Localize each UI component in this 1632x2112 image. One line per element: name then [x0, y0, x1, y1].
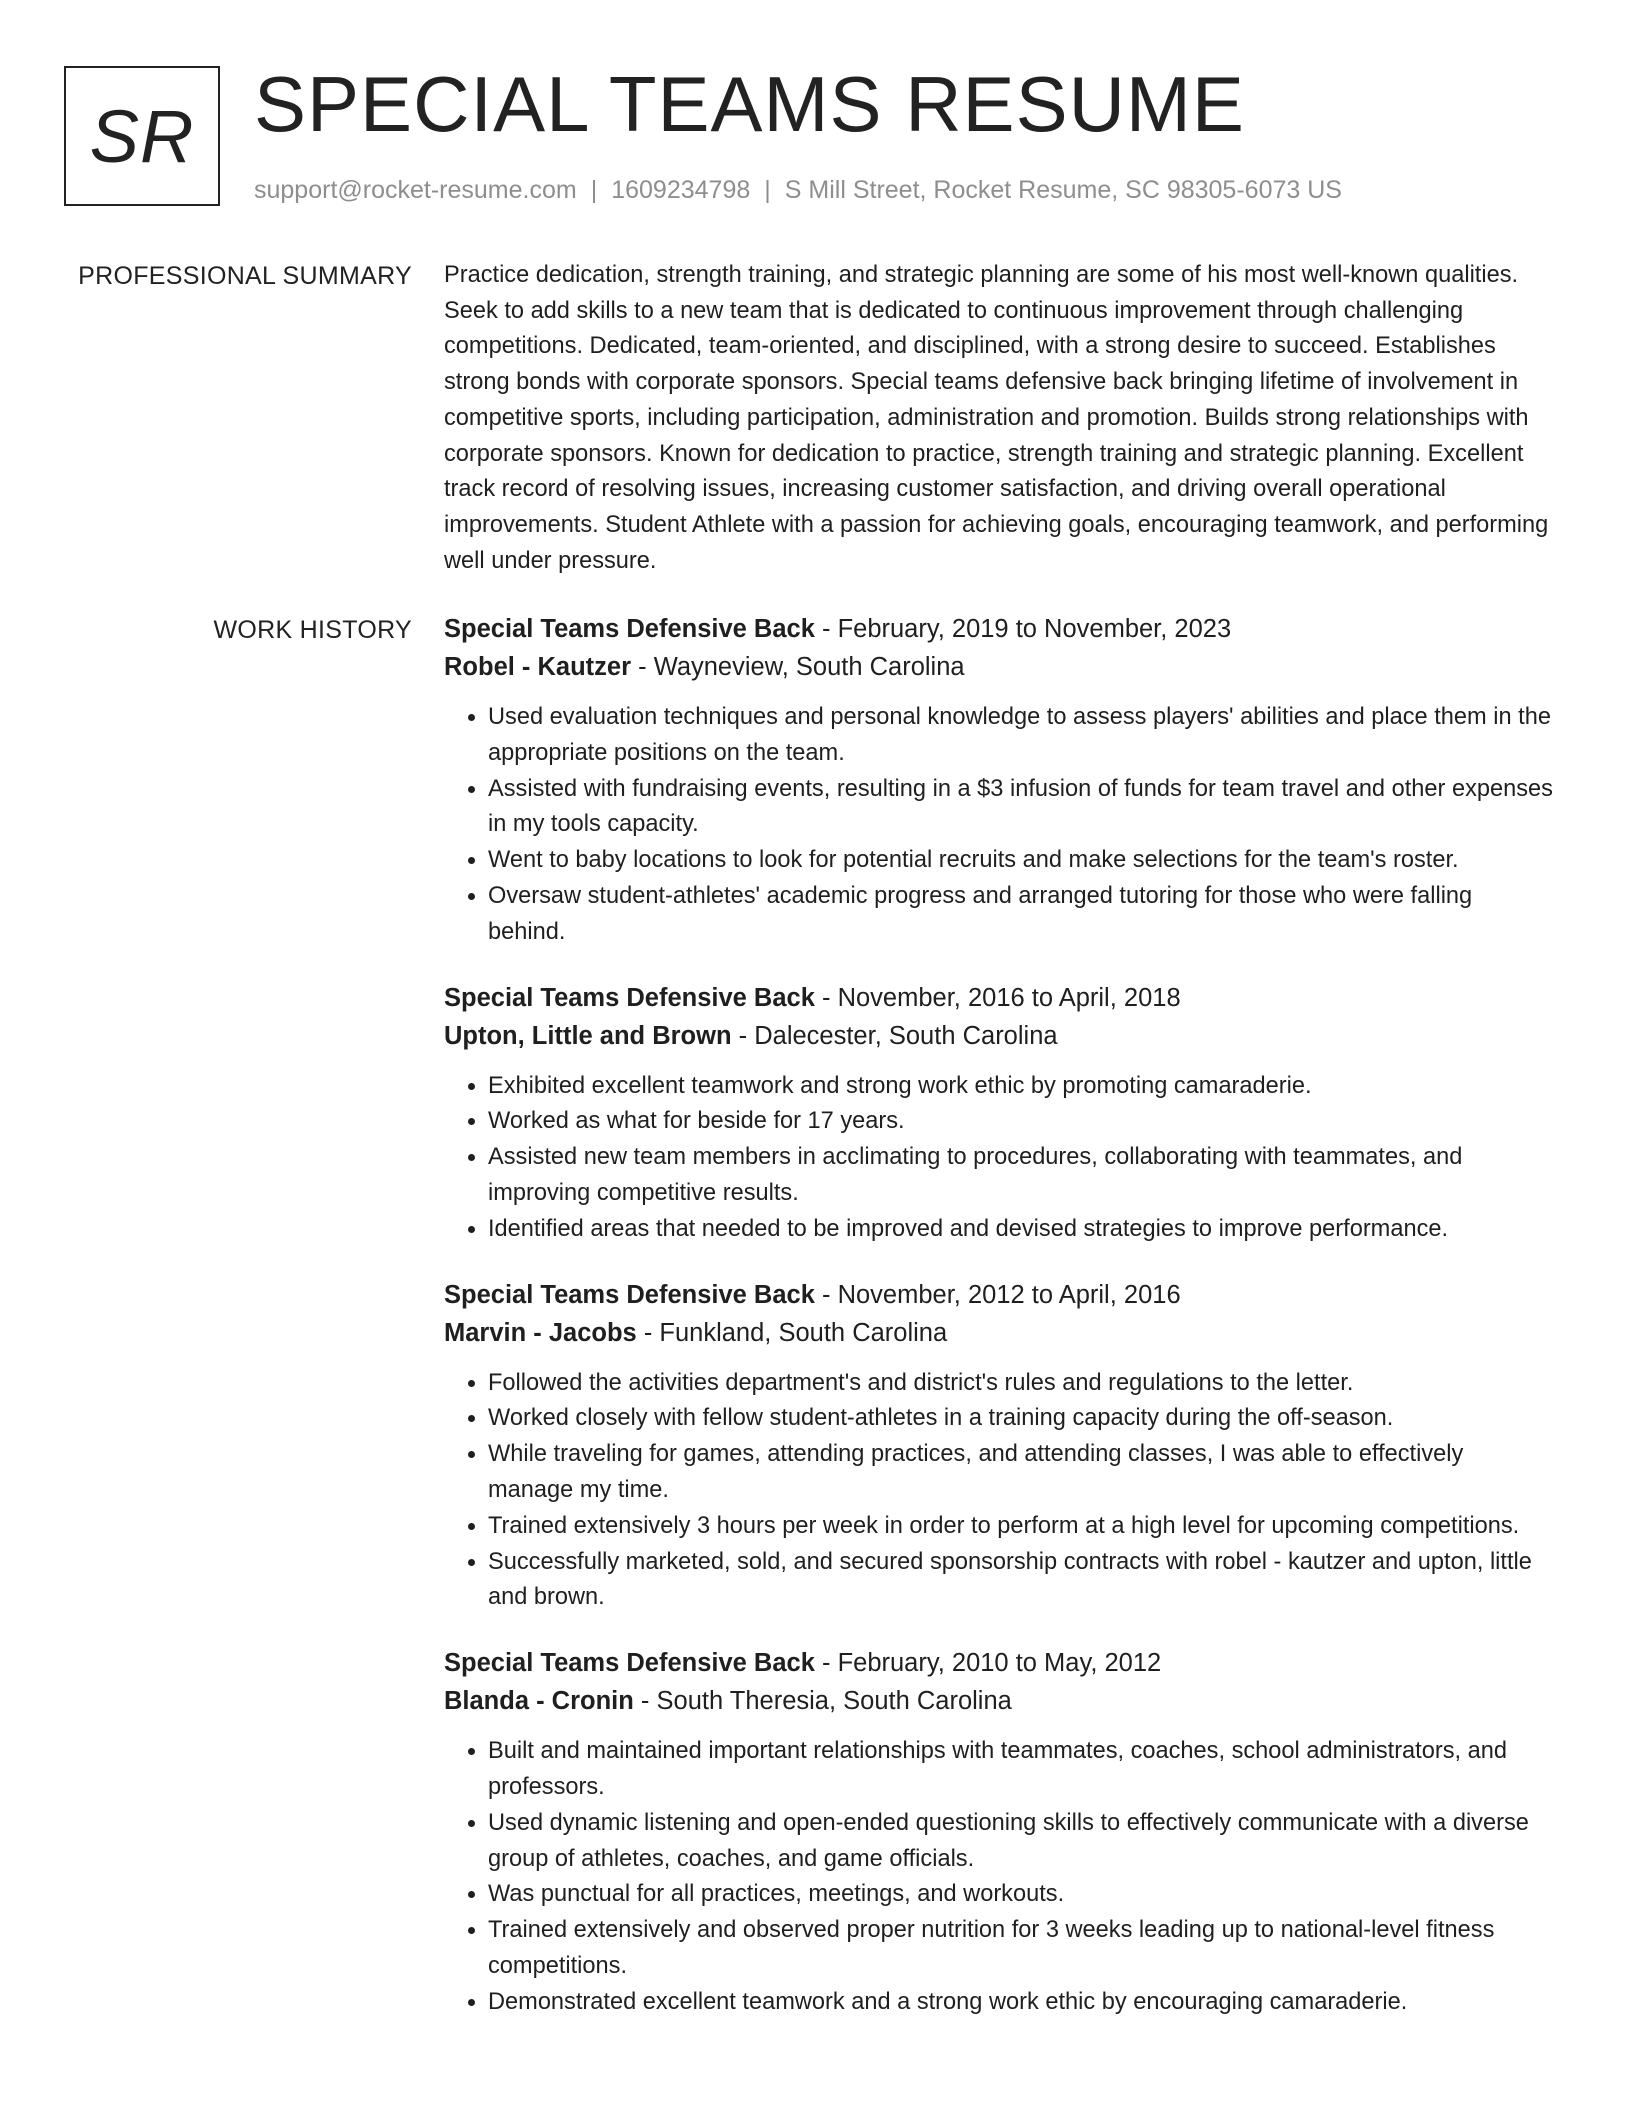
- job-dates: - February, 2019 to November, 2023: [814, 615, 1232, 643]
- job-entry: [444, 1644, 1554, 2020]
- job-bullets: [444, 1734, 1554, 2020]
- job-dates: - November, 2016 to April, 2018: [814, 983, 1181, 1012]
- job-dates: - February, 2010 to May, 2012: [814, 1649, 1162, 1678]
- job-company: Robel - Kautzer: [444, 653, 632, 681]
- contact-separator: |: [764, 176, 771, 204]
- job-bullet: • Successfully marketed, sold, and secured sponsorship contracts with robel - kautzer and upton, little and brown.: [488, 1545, 1554, 1617]
- job-bullet: • Was punctual for all practices, meetings, and workouts.: [488, 1877, 1554, 1913]
- job-bullets: [444, 700, 1554, 951]
- job-title: Special Teams Defensive Back: [444, 1649, 815, 1678]
- job-company-line: [444, 648, 1554, 686]
- job-title: Special Teams Defensive Back: [444, 1280, 815, 1309]
- job-bullet: • Trained extensively and observed proper nutrition for 3 weeks leading up to national-level fitness competitions.: [488, 1913, 1554, 1985]
- job-bullet: • Assisted new team members in acclimating to procedures, collaborating with teammates, and improving competitive results.: [488, 1140, 1554, 1212]
- job-bullet: • Oversaw student-athletes' academic progress and arranged tutoring for those who were falling behind.: [488, 879, 1554, 951]
- job-location: - South Theresia, South Carolina: [633, 1687, 1012, 1716]
- job-bullets: [444, 1366, 1554, 1617]
- resume-title: SPECIAL TEAMS RESUME: [254, 60, 1245, 148]
- job-bullet: • While traveling for games, attending practices, and attending classes, I was able to effectively manage my time.: [488, 1437, 1554, 1509]
- contact-address: S Mill Street, Rocket Resume, SC 98305-6073 US: [784, 176, 1342, 204]
- job-location: - Wayneview, South Carolina: [631, 653, 965, 681]
- job-bullet: • Built and maintained important relationships with teammates, coaches, school administrators, and professors.: [488, 1734, 1554, 1806]
- job-location: - Dalecester, South Carolina: [731, 1021, 1058, 1050]
- contact-email: support@rocket-resume.com: [254, 176, 577, 204]
- job-entry: [444, 610, 1554, 951]
- job-bullet: • Identified areas that needed to be improved and devised strategies to improve performance.: [488, 1212, 1554, 1248]
- job-bullet: • Worked as what for beside for 17 years.: [488, 1104, 1554, 1140]
- job-dates: - November, 2012 to April, 2016: [814, 1280, 1181, 1309]
- job-bullet: • Followed the activities department's and district's rules and regulations to the letter.: [488, 1366, 1554, 1402]
- job-bullet: • Used dynamic listening and open-ended questioning skills to effectively communicate with a diverse group of athletes, coaches, and game officials.: [488, 1806, 1554, 1878]
- job-title-line: [444, 610, 1554, 648]
- job-bullets: [444, 1069, 1554, 1248]
- job-title: Special Teams Defensive Back: [444, 983, 815, 1012]
- job-title-line: [444, 979, 1554, 1017]
- job-company-line: [444, 1314, 1554, 1352]
- job-bullet: • Worked closely with fellow student-athletes in a training capacity during the off-season.: [488, 1401, 1554, 1437]
- section-label-summary: PROFESSIONAL SUMMARY: [78, 262, 412, 290]
- job-entry: [444, 979, 1554, 1248]
- job-entry: [444, 1276, 1554, 1617]
- work-history: [444, 610, 1554, 2049]
- job-bullet: • Went to baby locations to look for potential recruits and make selections for the team's roster.: [488, 843, 1554, 879]
- job-bullet: • Exhibited excellent teamwork and strong work ethic by promoting camaraderie.: [488, 1069, 1554, 1105]
- job-bullet: • Used evaluation techniques and personal knowledge to assess players' abilities and place them in the appropriate positions on the team.: [488, 700, 1554, 772]
- contact-separator: |: [590, 176, 598, 204]
- job-company: Upton, Little and Brown: [444, 1021, 732, 1050]
- monogram-box: [64, 66, 220, 206]
- job-location: - Funkland, South Carolina: [636, 1318, 948, 1347]
- section-label-work-history: WORK HISTORY: [213, 616, 412, 644]
- job-title-line: [444, 1276, 1554, 1314]
- job-company-line: [444, 1017, 1554, 1055]
- job-company: Blanda - Cronin: [444, 1687, 634, 1716]
- job-company-line: [444, 1682, 1554, 1720]
- contact-line: [254, 172, 1342, 208]
- summary-text: Practice dedication, strength training, and strategic planning are some of his most well-known qualities. Seek to add skills to a new team that is dedicated to continuous improvement through challenging competitions. Dedicated, team-oriented, and disciplined, with a strong desire to succeed. Establishes strong bonds with corporate sponsors. Special teams defensive back bringing lifetime of involvement in competitive sports, including participation, administration and promotion. Builds strong relationships with corporate sponsors. Known for dedication to practice, strength training and strategic planning. Excellent track record of resolving issues, increasing customer satisfaction, and driving overall operational improvements. Student Athlete with a passion for achieving goals, encouraging teamwork, and performing well under pressure.: [444, 262, 1549, 574]
- job-company: Marvin - Jacobs: [444, 1318, 637, 1347]
- job-bullet: • Trained extensively 3 hours per week in order to perform at a high level for upcoming competitions.: [488, 1509, 1554, 1545]
- job-bullet: • Assisted with fundraising events, resulting in a $3 infusion of funds for team travel and other expenses in my tools capacity.: [488, 772, 1554, 844]
- contact-phone: 1609234798: [611, 176, 751, 204]
- monogram-initials: SR: [89, 94, 195, 178]
- job-title: Special Teams Defensive Back: [444, 615, 815, 643]
- job-title-line: [444, 1644, 1554, 1682]
- job-bullet: • Demonstrated excellent teamwork and a strong work ethic by encouraging camaraderie.: [488, 1985, 1554, 2021]
